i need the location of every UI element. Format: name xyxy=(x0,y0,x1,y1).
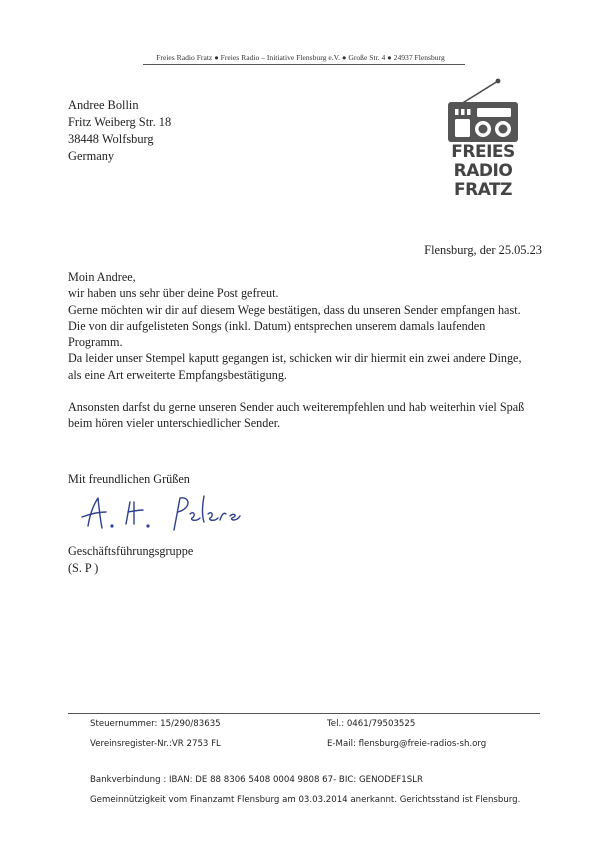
recipient-address xyxy=(68,97,171,165)
body-line: wir haben uns sehr über deine Post gefreut. xyxy=(68,286,279,301)
footer-phone: Tel.: 0461/79503525 xyxy=(327,719,416,729)
sender-line-underline xyxy=(143,64,465,65)
footer-divider xyxy=(68,713,540,714)
letter-body xyxy=(68,269,558,383)
body-line: Die von dir aufgelisteten Songs (inkl. Datum) entsprechen unserem damals laufenden xyxy=(68,318,486,333)
greeting: Moin Andree, xyxy=(68,270,136,284)
sender-address-line xyxy=(0,53,601,62)
body-line: Programm. xyxy=(68,335,123,350)
signer-role: Geschäftsführungsgruppe xyxy=(68,544,194,558)
body-line: beim hören vieler unterschiedlicher Sender. xyxy=(68,416,281,431)
logo-wordmark xyxy=(443,143,523,200)
logo-line-3: FRATZ xyxy=(454,180,512,200)
signer-name: (S. P ) xyxy=(68,561,99,575)
handwritten-signature xyxy=(68,490,248,535)
body-line: als eine Art erweiterte Empfangsbestätigung. xyxy=(68,367,287,382)
logo-line-2: RADIO xyxy=(453,161,513,181)
footer-bank-details: Bankverbindung : IBAN: DE 88 8306 5408 0004 9808 67- BIC: GENODEF1SLR xyxy=(90,775,423,785)
footer-register-number: Vereinsregister-Nr.:VR 2753 FL xyxy=(90,739,221,749)
sender-address-text: Freies Radio Fratz ● Freies Radio – Initiative Flensburg e.V. ● Große Str. 4 ● 24937 Flensburg xyxy=(156,53,445,62)
footer-charity-status: Gemeinnützigkeit vom Finanzamt Flensburg am 03.03.2014 anerkannt. Gerichtsstand ist Flensburg. xyxy=(90,795,521,805)
body-line: Ansonsten darfst du gerne unseren Sender auch weiterempfehlen und hab weiterhin viel Spaß xyxy=(68,400,525,414)
recipient-country: Germany xyxy=(68,149,115,163)
logo-line-1: FREIES xyxy=(451,142,515,162)
recipient-name: Andree Bollin xyxy=(68,98,139,112)
letter-date: Flensburg, der 25.05.23 xyxy=(424,243,542,257)
body-line: Gerne möchten wir dir auf diesem Wege bestätigen, dass du unseren Sender empfangen hast. xyxy=(68,302,521,317)
closing: Mit freundlichen Grüßen xyxy=(68,472,190,486)
footer-tax-number: Steuernummer: 15/290/83635 xyxy=(90,719,221,729)
body-line: Da leider unser Stempel kaputt gegangen ist, schicken wir dir hiermit ein zwei andere Dinge, xyxy=(68,351,522,366)
recipient-city: 38448 Wolfsburg xyxy=(68,132,154,146)
letter-paragraph-2 xyxy=(68,399,524,432)
footer-email: E-Mail: flensburg@freie-radios-sh.org xyxy=(327,739,487,749)
recipient-street: Fritz Weiberg Str. 18 xyxy=(68,115,172,129)
